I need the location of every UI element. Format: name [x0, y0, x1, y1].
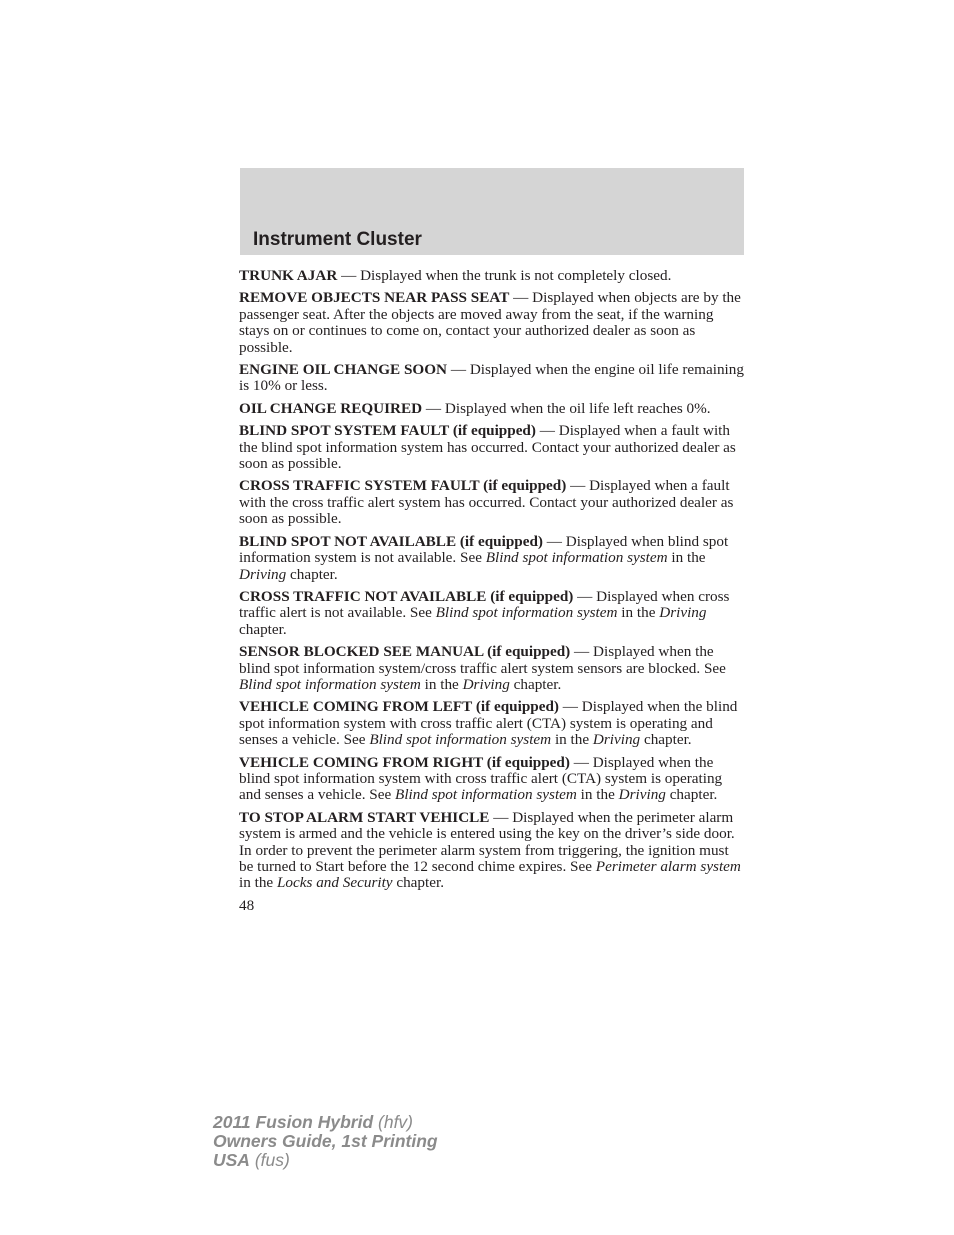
message-entry: [239, 589, 745, 638]
message-entry: [239, 268, 745, 284]
message-description: chapter.: [509, 675, 562, 693]
message-description: — Displayed when the blind spot information system with cross traffic alert (CTA) system is operating and senses a vehicle. See: [239, 753, 723, 804]
message-term: BLIND SPOT NOT AVAILABLE (if equipped): [239, 532, 543, 550]
page-content: [239, 268, 745, 914]
message-description: chapter.: [286, 565, 338, 583]
message-entry: [239, 644, 745, 693]
page-number: 48: [239, 896, 255, 914]
footer-market-code: (fus): [249, 1150, 290, 1170]
message-entry: [239, 423, 745, 472]
message-term: CROSS TRAFFIC SYSTEM FAULT (if equipped): [239, 477, 567, 495]
message-term: SENSOR BLOCKED SEE MANUAL (if equipped): [239, 643, 571, 661]
message-description: chapter.: [392, 874, 444, 892]
cross-reference: Driving: [592, 731, 641, 749]
cross-reference: Driving: [618, 786, 666, 804]
message-description: in the: [576, 786, 619, 804]
message-entry: [239, 810, 745, 892]
cross-reference: Blind spot information system: [485, 549, 668, 567]
message-description: — Displayed when the engine oil life remaining is 10% or less.: [239, 361, 744, 395]
footer-market: USA: [213, 1150, 250, 1170]
message-description: — Displayed when the perimeter alarm system is armed and the vehicle is entered using the key on the driver’s side door. In order to prevent the perimeter alarm system from triggering, the ignition must be turned to Start before the 12 second chime expires. See: [239, 808, 735, 875]
message-term: VEHICLE COMING FROM RIGHT (if equipped): [239, 753, 570, 771]
message-term: OIL CHANGE REQUIRED: [239, 399, 423, 417]
message-description: — Displayed when a fault with the blind spot information system has occurred. Contact your authorized dealer as soon as possible.: [239, 422, 736, 473]
message-description: in the: [551, 731, 593, 749]
cross-reference: Driving: [462, 675, 510, 693]
footer-line-guide: [213, 1132, 438, 1151]
message-term: BLIND SPOT SYSTEM FAULT (if equipped): [239, 422, 536, 440]
footer-line-market: [213, 1151, 438, 1170]
message-description: — Displayed when the blind spot information system with cross traffic alert (CTA) system is operating and senses a vehicle. See: [239, 698, 738, 749]
message-entry: [239, 362, 745, 395]
message-description: chapter.: [665, 786, 718, 804]
message-term: ENGINE OIL CHANGE SOON: [239, 361, 448, 379]
cross-reference: Blind spot information system: [435, 604, 618, 622]
message-list: [239, 268, 745, 892]
document-footer: [213, 1113, 438, 1170]
message-description: in the: [667, 549, 706, 567]
message-entry: [239, 534, 745, 583]
message-description: in the: [617, 604, 660, 622]
message-description: — Displayed when the blind spot information system/cross traffic alert system sensors are blocked. See: [239, 643, 726, 677]
message-term: CROSS TRAFFIC NOT AVAILABLE (if equipped): [239, 587, 574, 605]
message-description: — Displayed when cross traffic alert is not available. See: [239, 587, 730, 622]
cross-reference: Locks and Security: [276, 874, 393, 892]
message-description: chapter.: [640, 731, 692, 749]
message-entry: [239, 290, 745, 356]
footer-line-model: [213, 1113, 438, 1132]
message-description: in the: [420, 675, 463, 693]
section-header-band: [240, 168, 744, 255]
message-description: — Displayed when blind spot information system is not available. See: [239, 532, 729, 567]
footer-model-code: (hfv): [373, 1112, 414, 1132]
message-entry: [239, 478, 745, 527]
message-description: — Displayed when objects are by the passenger seat. After the objects are moved away from the seat, if the warning stays on or continues to come on, contact your authorized dealer as soon as possible.: [239, 289, 741, 356]
message-description: — Displayed when a fault with the cross traffic alert system has occurred. Contact your authorized dealer as soon as possible.: [239, 477, 734, 528]
cross-reference: Blind spot information system: [369, 731, 552, 749]
message-description: chapter.: [239, 620, 287, 638]
section-title: Instrument Cluster: [253, 229, 422, 250]
cross-reference: Driving: [239, 565, 287, 583]
footer-model: 2011 Fusion Hybrid: [213, 1112, 374, 1132]
message-description: — Displayed when the trunk is not completely closed.: [337, 267, 672, 284]
cross-reference: Perimeter alarm system: [595, 858, 741, 875]
message-term: TRUNK AJAR: [239, 267, 338, 284]
cross-reference: Driving: [659, 604, 707, 622]
message-term: REMOVE OBJECTS NEAR PASS SEAT: [239, 289, 510, 307]
message-entry: [239, 755, 745, 804]
footer-guide: Owners Guide, 1st Printing: [213, 1131, 438, 1151]
cross-reference: Blind spot information system: [395, 786, 577, 804]
message-term: VEHICLE COMING FROM LEFT (if equipped): [239, 698, 559, 716]
message-term: TO STOP ALARM START VEHICLE: [239, 808, 490, 826]
message-entry: [239, 401, 745, 417]
message-description: in the: [239, 874, 277, 892]
message-description: — Displayed when the oil life left reaches 0%.: [422, 399, 711, 417]
message-entry: [239, 699, 745, 748]
cross-reference: Blind spot information system: [239, 675, 421, 693]
